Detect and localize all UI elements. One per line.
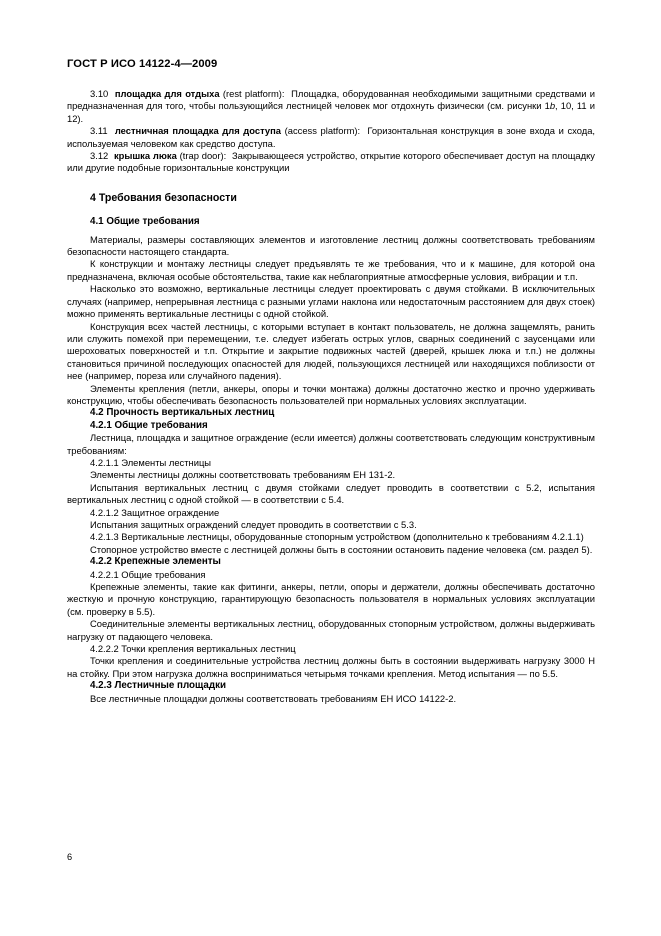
paragraph: Испытания защитных ограждений следует проводить в соответствии с 5.3.: [90, 519, 417, 530]
definition-number: 3.10: [90, 88, 109, 99]
paragraph: Конструкция всех частей лестницы, с которыми вступает в контакт пользователь, не должна защемлять, ранить или служить помехой при перемещении, т.е. следует избегать острых углов, сварных соединений с заусенцами или шероховатых поверхностей и т.п. Открытие и закрытие подвижных частей (дверей, крышек люка и т.п.) не должны становиться причиной последующих опасностей для людей, пользующихся лестницей или находящихся поблизости от нее (например, пореза или случайного падения).: [67, 320, 595, 382]
paragraph: Крепежные элементы, такие как фитинги, анкеры, петли, опоры и держатели, должны обеспечивать достаточно жесткую и прочную конструкцию, гарантирующую безопасность пользователя в нормальных условиях эксплуатации (см. проверку в 5.5).: [67, 581, 595, 617]
subsection-heading-4-2-2-2: 4.2.2.2 Точки крепления вертикальных лестниц: [90, 643, 296, 655]
paragraph: Испытания вертикальных лестниц с двумя стойками следует проводить в соответствии с 5.2, испытания вертикальных лестниц с одной стойкой — в соответствии с 5.4.: [67, 481, 595, 506]
document-body: [67, 88, 595, 705]
spacer: [67, 175, 595, 192]
definition-3-12: [67, 150, 595, 175]
page-number: 6: [67, 852, 73, 862]
definition-english: (trap door):: [179, 150, 227, 162]
subsection-heading-4-2-1-3: 4.2.1.3 Вертикальные лестницы, оборудованные стопорным устройством (дополнительно к требованиям 4.2.1.1): [90, 531, 584, 543]
definition-number: 3.11: [90, 125, 108, 137]
paragraph: Точки крепления и соединительные устройства лестниц должны быть в состоянии выдерживать нагрузку 3000 Н на стойку. При этом нагрузка должна восприниматься четырьмя точками крепления. Метод испытания — по 5.5.: [67, 655, 595, 679]
paragraph: Насколько это возможно, вертикальные лестницы следует проектировать с двумя стойками. В исключительных случаях (например, непрерывная лестница с разными углами наклона или недостаточным расстоянием для двух стоек) можно применять вертикальные лестницы с одной стойкой.: [67, 283, 595, 320]
definition-english: (access platform):: [284, 125, 361, 137]
spacer: [67, 204, 595, 216]
section-heading-4-2-2: 4.2.2 Крепежные элементы: [90, 556, 221, 568]
paragraph: Элементы лестницы должны соответствовать требованиям ЕН 131-2.: [90, 469, 396, 481]
subsection-heading-4-2-1-1: 4.2.1.1 Элементы лестницы: [90, 456, 212, 468]
definition-term: крышка люка: [113, 150, 177, 162]
definition-term: площадка для отдыха: [114, 88, 220, 99]
figure-reference: b: [549, 100, 556, 112]
definition-body-tail: , 10, 11 и 12).: [67, 100, 595, 124]
section-heading-4-2: 4.2 Прочность вертикальных лестниц: [90, 407, 275, 419]
definition-3-11: [67, 125, 595, 150]
paragraph: Материалы, размеры составляющих элементов и изготовление лестниц должны соответствовать требованиям безопасности настоящего стандарта.: [67, 233, 595, 258]
paragraph: Все лестничные площадки должны соответствовать требованиям ЕН ИСО 14122-2.: [90, 692, 457, 704]
paragraph: Лестница, площадка и защитное ограждение (если имеется) должны соответствовать следующим конструктивным требованиям:: [67, 432, 595, 456]
section-heading-4-2-3: 4.2.3 Лестничные площадки: [90, 680, 227, 692]
paragraph: Элементы крепления (петли, анкеры, опоры и точки монтажа) должны достаточно жестко и прочно удерживать конструкцию, чтобы обеспечивать безопасность пользователей при нормальных условиях эксплуатации.: [67, 382, 595, 406]
section-heading-4-1: 4.1 Общие требования: [90, 216, 200, 228]
paragraph: Соединительные элементы вертикальных лестниц, оборудованных стопорным устройством, должны выдерживать нагрузку от падающего человека.: [67, 618, 595, 642]
definition-term: лестничная площадка для доступа: [114, 125, 281, 137]
paragraph: К конструкции и монтажу лестницы следует предъявлять те же требования, что и к машине, для которой она предназначена, включая особые обстоятельства, такие как неблагоприятные атмосферные условия, вибрации и т.п.: [67, 258, 595, 282]
subsection-heading-4-2-2-1: 4.2.2.1 Общие требования: [90, 568, 206, 580]
section-heading-4: 4 Требования безопасности: [90, 191, 237, 204]
definition-english: (rest platform):: [222, 88, 285, 99]
definition-body: Горизонтальная конструкция в зоне входа и схода, используемая человеком как средство доступа.: [67, 125, 596, 149]
definition-number: 3.12: [90, 150, 109, 162]
definition-3-10: [67, 88, 595, 125]
definition-body: Закрывающееся устройство, открытие которого обеспечивает доступ на площадку или другие подобные горизонтальные конструкции: [67, 150, 595, 174]
section-heading-4-2-1: 4.2.1 Общие требования: [90, 419, 208, 431]
subsection-heading-4-2-1-2: 4.2.1.2 Защитное ограждение: [90, 506, 220, 518]
document-header: ГОСТ Р ИСО 14122-4—2009: [67, 58, 218, 70]
definition-body: Площадка, оборудованная необходимыми защитными средствами и предназначенная для того, чтобы пользующийся лестницей человек мог отдохнуть физически (см. рисунки 1: [67, 88, 595, 112]
paragraph: Стопорное устройство вместе с лестницей должны быть в состоянии остановить падение человека (см. раздел 5).: [90, 543, 593, 555]
